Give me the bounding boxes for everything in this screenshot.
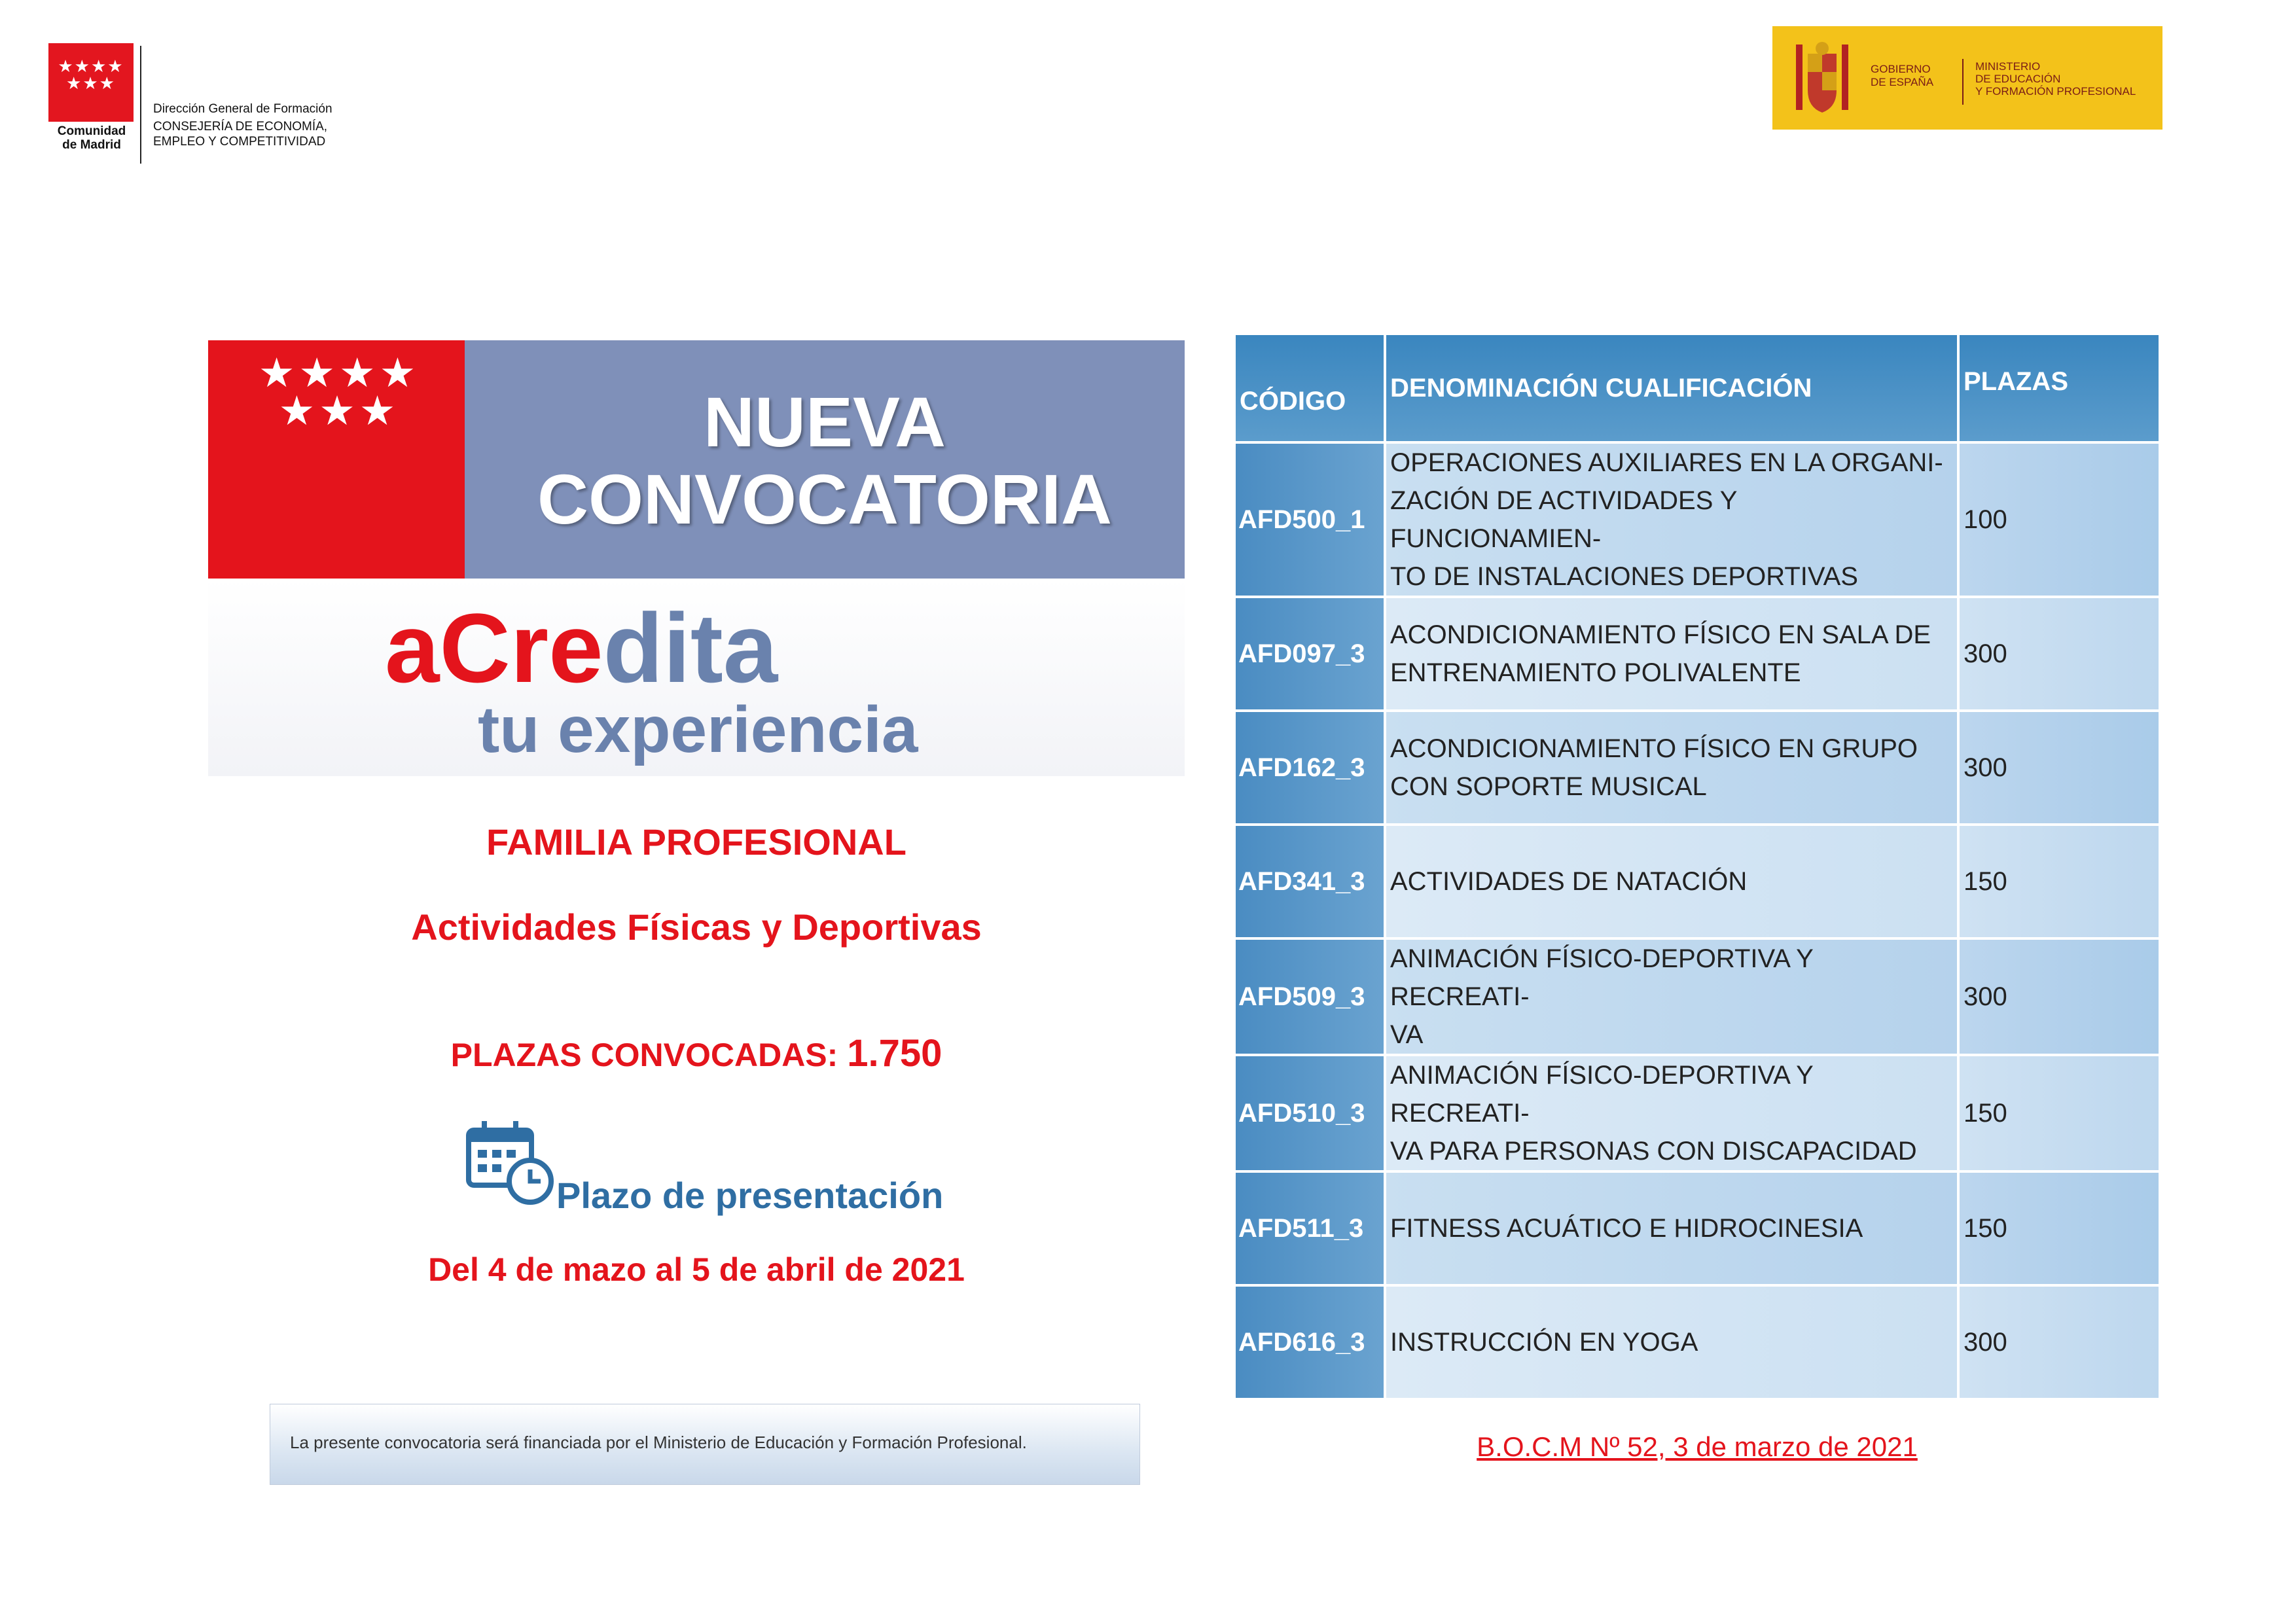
row-code: AFD616_3 — [1236, 1287, 1386, 1400]
brand-part-cre: Cre — [439, 593, 603, 703]
banner-title: NUEVA CONVOCATORIA — [537, 382, 1113, 539]
department-line-3: EMPLEO Y COMPETITIVIDAD — [153, 135, 326, 149]
plazo-label: Plazo de presentación — [556, 1175, 944, 1216]
coat-of-arms-icon — [1792, 38, 1852, 118]
header-plazas: PLAZAS — [1960, 335, 2159, 444]
row-code: AFD511_3 — [1236, 1173, 1386, 1287]
table-header-row — [1236, 335, 2159, 444]
header-divider — [140, 46, 141, 164]
calendar-clock-icon — [465, 1116, 556, 1207]
table-row — [1236, 598, 2159, 712]
financing-note-box — [270, 1404, 1140, 1485]
row-denominacion: FITNESS ACUÁTICO E HIDROCINESIA — [1386, 1173, 1960, 1287]
header-codigo: CÓDIGO — [1236, 335, 1386, 444]
department-line-2: CONSEJERÍA DE ECONOMÍA, — [153, 120, 328, 134]
plazas-label: PLAZAS CONVOCADAS: — [450, 1037, 848, 1073]
banner-tagline: tu experiencia — [478, 693, 918, 766]
row-code: AFD341_3 — [1236, 826, 1386, 940]
row-code: AFD510_3 — [1236, 1056, 1386, 1173]
department-block — [153, 101, 332, 149]
row-denominacion: ACTIVIDADES DE NATACIÓN — [1386, 826, 1960, 940]
comunidad-madrid-logo — [48, 43, 134, 122]
brand-part-dita: dita — [603, 593, 778, 703]
ministerio-text: MINISTERIO DE EDUCACIÓN Y FORMACIÓN PROFESIONAL — [1975, 60, 2136, 98]
gobierno-espana-logo — [1772, 26, 2162, 130]
bocm-reference: B.O.C.M Nº 52, 3 de marzo de 2021 — [1477, 1431, 1918, 1462]
table-row — [1236, 712, 2159, 826]
table-row — [1236, 826, 2159, 940]
row-code: AFD500_1 — [1236, 444, 1386, 598]
qualifications-table — [1236, 335, 2159, 1400]
row-plazas: 150 — [1960, 1056, 2159, 1173]
header-denominacion: DENOMINACIÓN CUALIFICACIÓN — [1386, 335, 1960, 444]
row-denominacion: OPERACIONES AUXILIARES EN LA ORGANI- ZACIÓN DE ACTIVIDADES Y FUNCIONAMIEN- TO DE INSTALACIONES DEPORTIVAS — [1386, 444, 1960, 598]
acredita-brand — [385, 593, 778, 703]
familia-label: FAMILIA PROFESIONAL — [486, 821, 906, 863]
banner-stars-icon: ★★★★ ★★★ — [258, 351, 420, 434]
row-denominacion: ACONDICIONAMIENTO FÍSICO EN SALA DE ENTRENAMIENTO POLIVALENTE — [1386, 598, 1960, 712]
row-denominacion: ANIMACIÓN FÍSICO-DEPORTIVA Y RECREATI- VA — [1386, 940, 1960, 1056]
fechas-presentacion: Del 4 de mazo al 5 de abril de 2021 — [428, 1251, 965, 1288]
row-plazas: 150 — [1960, 826, 2159, 940]
gobierno-text: GOBIERNO DE ESPAÑA — [1871, 63, 1934, 88]
gov-divider — [1962, 59, 1964, 105]
table-row — [1236, 940, 2159, 1056]
financing-note: La presente convocatoria será financiada por el Ministerio de Educación y Formación Profesional. — [290, 1433, 1027, 1452]
row-denominacion: INSTRUCCIÓN EN YOGA — [1386, 1287, 1960, 1400]
row-plazas: 100 — [1960, 444, 2159, 598]
stars-icon: ★★★★ ★★★ — [58, 56, 124, 93]
row-denominacion: ACONDICIONAMIENTO FÍSICO EN GRUPO CON SOPORTE MUSICAL — [1386, 712, 1960, 826]
table-row — [1236, 1056, 2159, 1173]
row-denominacion: ANIMACIÓN FÍSICO-DEPORTIVA Y RECREATI- VA PARA PERSONAS CON DISCAPACIDAD — [1386, 1056, 1960, 1173]
row-code: AFD162_3 — [1236, 712, 1386, 826]
department-line-1: Dirección General de Formación — [153, 102, 332, 116]
plazas-total: 1.750 — [847, 1032, 942, 1075]
table-row — [1236, 1173, 2159, 1287]
row-plazas: 300 — [1960, 1287, 2159, 1400]
row-code: AFD509_3 — [1236, 940, 1386, 1056]
row-plazas: 300 — [1960, 598, 2159, 712]
brand-letter-a: a — [385, 593, 440, 703]
row-plazas: 300 — [1960, 712, 2159, 826]
acredita-banner — [208, 340, 1185, 776]
row-plazas: 150 — [1960, 1173, 2159, 1287]
table-row — [1236, 444, 2159, 598]
region-name: Comunidad de Madrid — [57, 124, 126, 152]
row-plazas: 300 — [1960, 940, 2159, 1056]
table-row — [1236, 1287, 2159, 1400]
row-code: AFD097_3 — [1236, 598, 1386, 712]
plazas-convocadas — [208, 1034, 1185, 1075]
familia-name: Actividades Físicas y Deportivas — [411, 906, 982, 948]
